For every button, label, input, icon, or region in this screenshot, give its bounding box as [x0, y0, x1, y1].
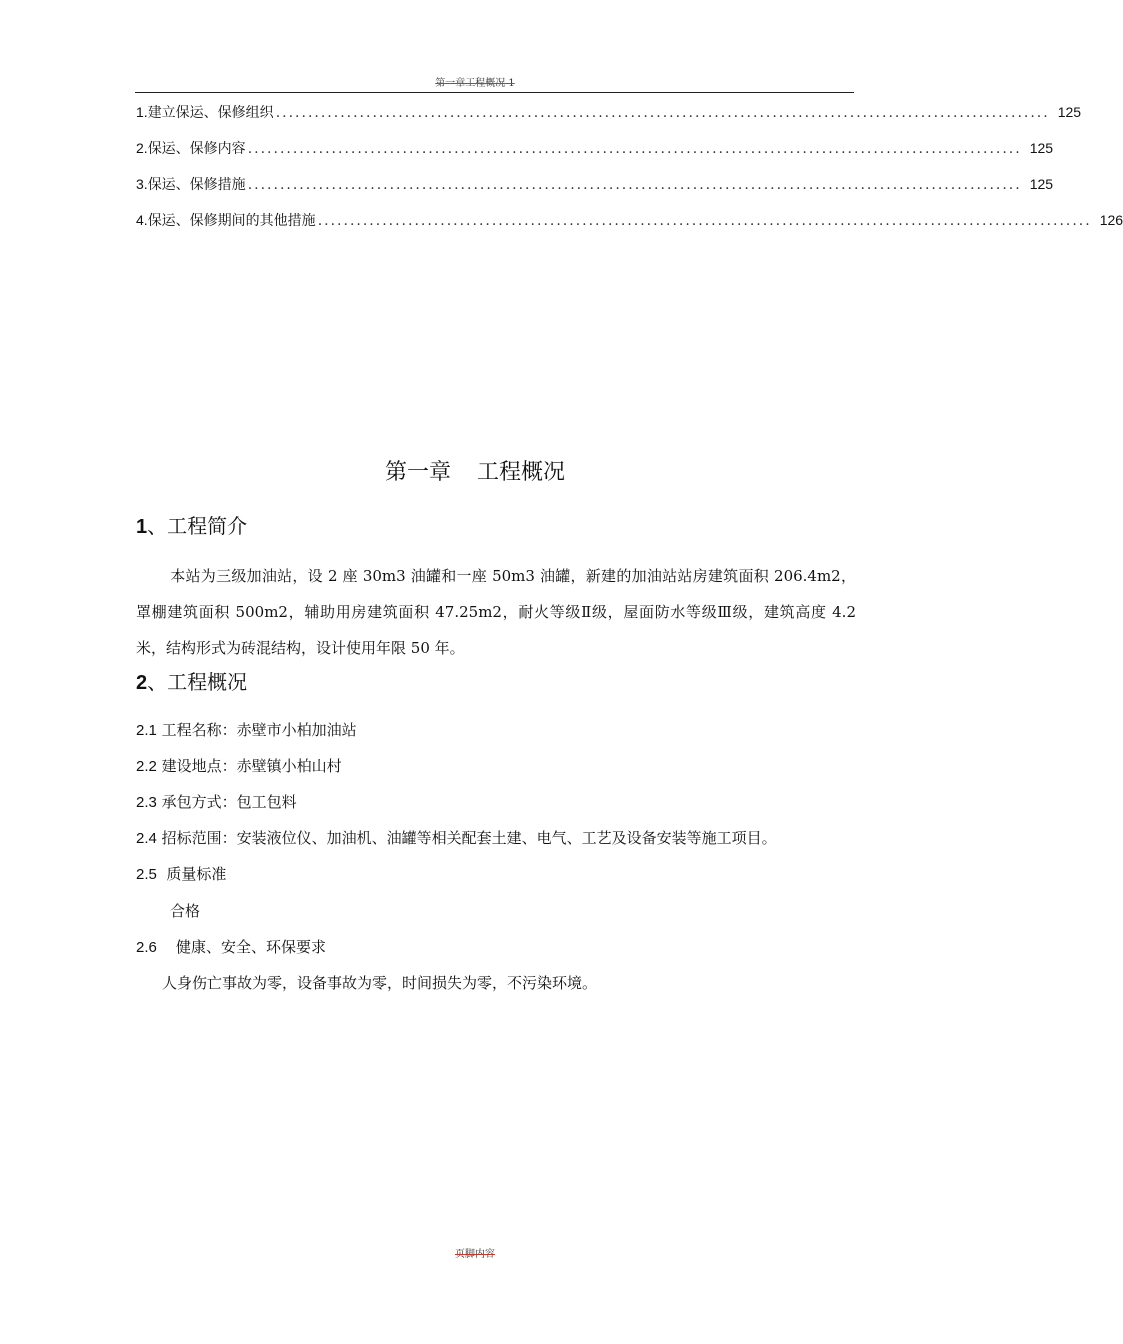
header-divider [135, 92, 854, 93]
toc-entry-page: 125 [1029, 176, 1054, 192]
list-item [136, 755, 342, 776]
section-heading [136, 510, 247, 539]
item-number: 2.2 [136, 758, 157, 775]
section-number: 2 [136, 672, 148, 694]
item-text: 人身伤亡事故为零，设备事故为零，时间损失为零，不污染环境。 [162, 974, 598, 992]
toc-dot-leader: ........................................................................................................................ [247, 177, 1022, 193]
list-item [136, 719, 357, 740]
item-text: 建设地点：赤壁镇小柏山村 [161, 757, 342, 775]
table-of-contents [136, 100, 1123, 244]
section-heading [136, 666, 247, 695]
body-paragraph [136, 558, 856, 666]
toc-entry[interactable] [136, 100, 1082, 136]
toc-dot-leader: ........................................................................................................................ [317, 213, 1092, 229]
list-item [162, 972, 597, 993]
item-number: 2.3 [136, 794, 157, 811]
paragraph-text: 本站为三级加油站，设 2 座 30m3 油罐和一座 50m3 油罐，新建的加油站站房建筑面积 206.4m2，罩棚建筑面积 500m2，辅助用房建筑面积 47.25m2，耐火等级Ⅱ级，屋面防水等级Ⅲ级，建筑高度 4.2 米，结构形式为砖混结构，设计使用年限 50 年。 [136, 567, 856, 657]
toc-entry[interactable] [136, 172, 1054, 208]
chapter-name: 工程概况 [477, 460, 566, 485]
chapter-number: 第一章 [384, 460, 451, 485]
page-header [0, 74, 950, 89]
item-text: 招标范围：安装液位仪、加油机、油罐等相关配套土建、电气、工艺及设备安装等施工项目。 [161, 829, 777, 847]
item-number: 2.4 [136, 830, 157, 847]
item-number: 2.1 [136, 722, 157, 739]
item-text: 工程名称：赤壁市小柏加油站 [161, 721, 357, 739]
section-title: 、工程概况 [147, 670, 248, 694]
toc-entry-number: 4. [136, 212, 148, 228]
toc-entry-page: 125 [1029, 140, 1054, 156]
toc-entry-page: 125 [1057, 104, 1082, 120]
list-item [136, 791, 297, 812]
page-footer [0, 1245, 950, 1260]
toc-entry-number: 1. [136, 104, 148, 120]
item-text: 健康、安全、环保要求 [175, 938, 326, 956]
toc-entry-page: 126 [1099, 212, 1123, 228]
toc-entry-label: 保运、保修内容 [147, 141, 246, 157]
toc-dot-leader: ........................................................................................................................ [275, 105, 1050, 121]
item-text: 质量标准 [166, 865, 227, 883]
toc-entry[interactable] [136, 208, 1123, 244]
toc-entry-label: 保运、保修期间的其他措施 [147, 213, 316, 229]
item-text: 承包方式：包工包料 [161, 793, 297, 811]
toc-entry-label: 建立保运、保修组织 [147, 105, 274, 121]
chapter-title [0, 455, 950, 486]
toc-entry[interactable] [136, 136, 1054, 172]
section-title: 、工程简介 [147, 514, 248, 538]
toc-dot-leader: ........................................................................................................................ [247, 141, 1022, 157]
list-item [136, 936, 326, 957]
toc-entry-label: 保运、保修措施 [147, 177, 246, 193]
item-number: 2.5 [136, 866, 157, 883]
footer-text: 页脚内容 [455, 1249, 495, 1260]
section-number: 1 [136, 516, 148, 538]
list-item [136, 827, 777, 848]
item-text: 合格 [170, 902, 201, 920]
toc-entry-number: 3. [136, 176, 148, 192]
list-item [170, 900, 200, 921]
header-text: 第一章工程概况 1 [435, 78, 515, 89]
toc-entry-number: 2. [136, 140, 148, 156]
item-number: 2.6 [136, 939, 157, 956]
list-item [136, 863, 226, 884]
